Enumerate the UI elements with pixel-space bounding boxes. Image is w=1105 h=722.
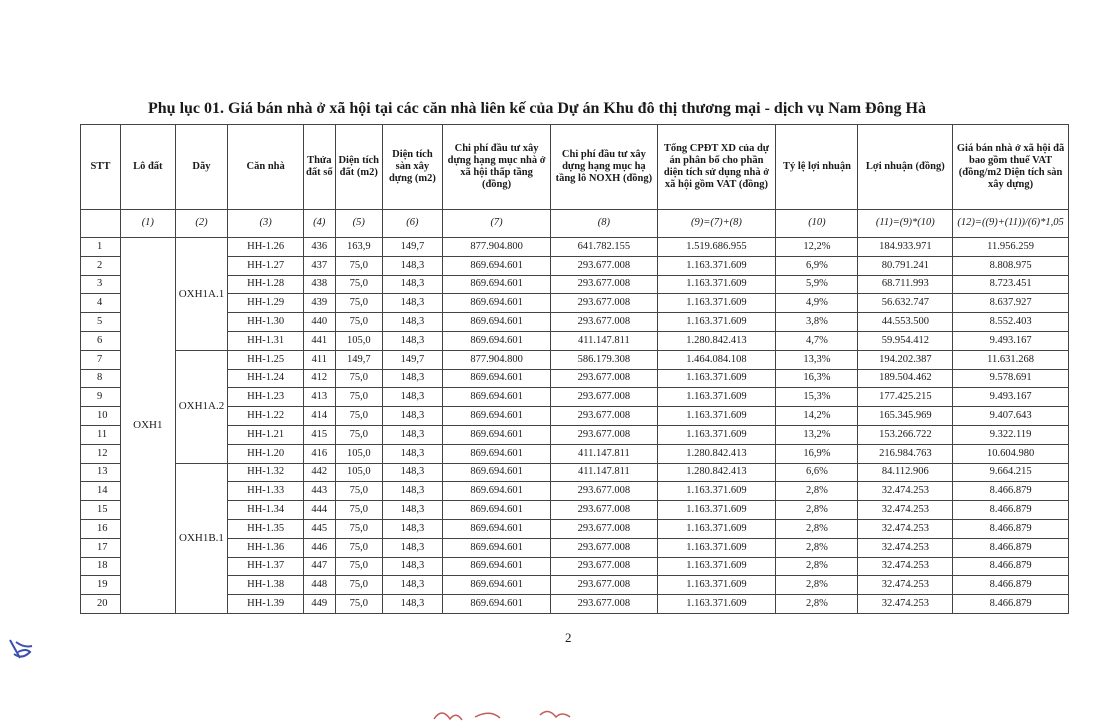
- table-cell: 9.664.215: [953, 463, 1069, 482]
- table-cell: 8.466.879: [953, 519, 1069, 538]
- table-cell: 293.677.008: [551, 595, 657, 614]
- table-cell: 293.677.008: [551, 576, 657, 595]
- table-cell: 293.677.008: [551, 388, 657, 407]
- table-row: [81, 407, 1069, 426]
- table-cell: 1.163.371.609: [657, 519, 776, 538]
- column-index: (8): [551, 210, 657, 238]
- table-cell: HH-1.26: [228, 238, 304, 257]
- table-cell: 869.694.601: [442, 557, 550, 576]
- table-cell: 1.163.371.609: [657, 275, 776, 294]
- table-cell: 194.202.387: [858, 350, 953, 369]
- table-cell: 442: [304, 463, 336, 482]
- table-cell: 869.694.601: [442, 538, 550, 557]
- table-row: [81, 519, 1069, 538]
- table-cell: 8.466.879: [953, 482, 1069, 501]
- column-header: STT: [81, 125, 121, 210]
- table-cell: 446: [304, 538, 336, 557]
- table-cell: 8.466.879: [953, 576, 1069, 595]
- table-cell: 32.474.253: [858, 595, 953, 614]
- table-cell: 439: [304, 294, 336, 313]
- table-cell: 869.694.601: [442, 463, 550, 482]
- column-index: (3): [228, 210, 304, 238]
- table-cell: 13,2%: [776, 425, 858, 444]
- table-cell: 411: [304, 350, 336, 369]
- table-cell: 148,3: [382, 501, 442, 520]
- table-cell: 2,8%: [776, 482, 858, 501]
- table-cell: 869.694.601: [442, 369, 550, 388]
- table-cell: 869.694.601: [442, 444, 550, 463]
- row-index: 5: [81, 313, 121, 332]
- row-index: 6: [81, 331, 121, 350]
- table-cell: 105,0: [335, 463, 382, 482]
- row-index: 20: [81, 595, 121, 614]
- row-index: 14: [81, 482, 121, 501]
- table-cell: 9.322.119: [953, 425, 1069, 444]
- table-cell: 1.280.842.413: [657, 444, 776, 463]
- table-cell: 1.163.371.609: [657, 256, 776, 275]
- table-cell: 438: [304, 275, 336, 294]
- row-index: 2: [81, 256, 121, 275]
- table-cell: 153.266.722: [858, 425, 953, 444]
- table-cell: 413: [304, 388, 336, 407]
- group-cell: OXH1B.1: [175, 463, 228, 613]
- table-cell: 12,2%: [776, 238, 858, 257]
- table-row: [81, 294, 1069, 313]
- table-cell: 148,3: [382, 463, 442, 482]
- table-cell: 5,9%: [776, 275, 858, 294]
- table-cell: HH-1.27: [228, 256, 304, 275]
- table-cell: HH-1.38: [228, 576, 304, 595]
- table-cell: 75,0: [335, 313, 382, 332]
- column-header: Diện tích sàn xây dựng (m2): [382, 125, 442, 210]
- table-cell: 9.407.643: [953, 407, 1069, 426]
- row-index: 4: [81, 294, 121, 313]
- table-cell: HH-1.30: [228, 313, 304, 332]
- column-index: (9)=(7)+(8): [657, 210, 776, 238]
- table-cell: 16,3%: [776, 369, 858, 388]
- row-index: 12: [81, 444, 121, 463]
- row-index: 15: [81, 501, 121, 520]
- table-cell: 1.280.842.413: [657, 331, 776, 350]
- table-cell: 415: [304, 425, 336, 444]
- table-cell: 32.474.253: [858, 482, 953, 501]
- table-cell: 184.933.971: [858, 238, 953, 257]
- table-cell: 32.474.253: [858, 519, 953, 538]
- table-cell: 1.280.842.413: [657, 463, 776, 482]
- table-cell: HH-1.24: [228, 369, 304, 388]
- table-cell: 59.954.412: [858, 331, 953, 350]
- table-cell: 2,8%: [776, 501, 858, 520]
- table-cell: HH-1.34: [228, 501, 304, 520]
- table-row: [81, 538, 1069, 557]
- table-cell: 1.163.371.609: [657, 482, 776, 501]
- table-cell: 869.694.601: [442, 595, 550, 614]
- table-cell: 75,0: [335, 538, 382, 557]
- table-cell: 869.694.601: [442, 482, 550, 501]
- table-cell: 1.163.371.609: [657, 501, 776, 520]
- handwritten-mark-icon: [6, 634, 36, 664]
- table-cell: 869.694.601: [442, 294, 550, 313]
- table-cell: 148,3: [382, 576, 442, 595]
- table-cell: 216.984.763: [858, 444, 953, 463]
- table-cell: 75,0: [335, 275, 382, 294]
- table-cell: 148,3: [382, 519, 442, 538]
- table-cell: 441: [304, 331, 336, 350]
- table-row: [81, 595, 1069, 614]
- table-cell: 293.677.008: [551, 538, 657, 557]
- table-cell: 869.694.601: [442, 256, 550, 275]
- table-cell: 8.723.451: [953, 275, 1069, 294]
- table-row: [81, 482, 1069, 501]
- table-cell: 84.112.906: [858, 463, 953, 482]
- table-row: [81, 576, 1069, 595]
- table-cell: 412: [304, 369, 336, 388]
- table-cell: 75,0: [335, 557, 382, 576]
- table-cell: 1.163.371.609: [657, 313, 776, 332]
- table-cell: 1.163.371.609: [657, 369, 776, 388]
- table-cell: 293.677.008: [551, 407, 657, 426]
- table-cell: 75,0: [335, 256, 382, 275]
- table-cell: 293.677.008: [551, 501, 657, 520]
- table-cell: 9.493.167: [953, 331, 1069, 350]
- table-cell: 148,3: [382, 294, 442, 313]
- table-cell: 1.163.371.609: [657, 538, 776, 557]
- column-header: Chi phí đầu tư xây dựng hạng mục hạ tầng lô NOXH (đồng): [551, 125, 657, 210]
- signature-icon: [430, 705, 580, 722]
- table-row: [81, 238, 1069, 257]
- table-cell: HH-1.33: [228, 482, 304, 501]
- table-cell: HH-1.35: [228, 519, 304, 538]
- row-index: 13: [81, 463, 121, 482]
- table-cell: 8.466.879: [953, 501, 1069, 520]
- table-cell: 416: [304, 444, 336, 463]
- table-cell: 1.163.371.609: [657, 425, 776, 444]
- table-cell: 56.632.747: [858, 294, 953, 313]
- row-index: 18: [81, 557, 121, 576]
- row-index: 3: [81, 275, 121, 294]
- table-cell: 1.464.084.108: [657, 350, 776, 369]
- column-header: Tỷ lệ lợi nhuận: [776, 125, 858, 210]
- table-cell: 1.519.686.955: [657, 238, 776, 257]
- table-cell: 75,0: [335, 501, 382, 520]
- table-cell: 148,3: [382, 482, 442, 501]
- table-cell: 105,0: [335, 444, 382, 463]
- table-row: [81, 557, 1069, 576]
- table-cell: 148,3: [382, 313, 442, 332]
- table-row: [81, 463, 1069, 482]
- table-cell: 189.504.462: [858, 369, 953, 388]
- table-cell: 877.904.800: [442, 350, 550, 369]
- table-cell: 10.604.980: [953, 444, 1069, 463]
- table-cell: 32.474.253: [858, 538, 953, 557]
- table-row: [81, 501, 1069, 520]
- page-title: Phụ lục 01. Giá bán nhà ở xã hội tại các căn nhà liên kế của Dự án Khu đô thị thương mại - dịch vụ Nam Đông Hà: [148, 100, 926, 117]
- column-header: Diện tích đất (m2): [335, 125, 382, 210]
- table-cell: 8.466.879: [953, 557, 1069, 576]
- table-row: [81, 425, 1069, 444]
- table-cell: 1.163.371.609: [657, 557, 776, 576]
- column-index: [81, 210, 121, 238]
- table-cell: 32.474.253: [858, 557, 953, 576]
- column-index: (2): [175, 210, 228, 238]
- table-cell: 149,7: [382, 350, 442, 369]
- table-cell: HH-1.20: [228, 444, 304, 463]
- table-cell: 75,0: [335, 576, 382, 595]
- table-cell: 293.677.008: [551, 482, 657, 501]
- table-cell: 436: [304, 238, 336, 257]
- table-cell: 148,3: [382, 557, 442, 576]
- group-cell: OXH1A.1: [175, 238, 228, 351]
- column-index: (4): [304, 210, 336, 238]
- lot-cell: OXH1: [120, 238, 175, 614]
- table-cell: 8.466.879: [953, 538, 1069, 557]
- index-row: [81, 210, 1069, 238]
- table-cell: 293.677.008: [551, 557, 657, 576]
- row-index: 7: [81, 350, 121, 369]
- table-cell: 11.631.268: [953, 350, 1069, 369]
- table-cell: 293.677.008: [551, 256, 657, 275]
- table-cell: 13,3%: [776, 350, 858, 369]
- table-row: [81, 313, 1069, 332]
- table-cell: 9.578.691: [953, 369, 1069, 388]
- table-cell: 16,9%: [776, 444, 858, 463]
- table-cell: 1.163.371.609: [657, 388, 776, 407]
- table-cell: 411.147.811: [551, 331, 657, 350]
- table-cell: 869.694.601: [442, 576, 550, 595]
- table-cell: 8.808.975: [953, 256, 1069, 275]
- table-row: [81, 256, 1069, 275]
- table-cell: 2,8%: [776, 538, 858, 557]
- table-cell: 447: [304, 557, 336, 576]
- group-cell: OXH1A.2: [175, 350, 228, 463]
- column-index: (6): [382, 210, 442, 238]
- table-cell: 2,8%: [776, 576, 858, 595]
- table-cell: 8.466.879: [953, 595, 1069, 614]
- table-cell: 177.425.215: [858, 388, 953, 407]
- table-cell: 1.163.371.609: [657, 294, 776, 313]
- table-cell: 75,0: [335, 482, 382, 501]
- table-cell: 32.474.253: [858, 576, 953, 595]
- table-cell: 869.694.601: [442, 275, 550, 294]
- table-cell: 68.711.993: [858, 275, 953, 294]
- table-row: [81, 444, 1069, 463]
- table-cell: 293.677.008: [551, 425, 657, 444]
- table-cell: 293.677.008: [551, 294, 657, 313]
- table-cell: 4,9%: [776, 294, 858, 313]
- table-cell: 14,2%: [776, 407, 858, 426]
- column-header: Chi phí đầu tư xây dựng hạng mục nhà ở xã hội thấp tầng (đồng): [442, 125, 550, 210]
- table-cell: 6,6%: [776, 463, 858, 482]
- table-cell: 869.694.601: [442, 313, 550, 332]
- table-cell: 444: [304, 501, 336, 520]
- table-cell: 3,8%: [776, 313, 858, 332]
- table-cell: HH-1.25: [228, 350, 304, 369]
- row-index: 10: [81, 407, 121, 426]
- row-index: 9: [81, 388, 121, 407]
- table-cell: 869.694.601: [442, 331, 550, 350]
- table-cell: 2,8%: [776, 595, 858, 614]
- table-cell: 1.163.371.609: [657, 407, 776, 426]
- column-header: Lô đất: [120, 125, 175, 210]
- table-cell: HH-1.36: [228, 538, 304, 557]
- table-cell: 11.956.259: [953, 238, 1069, 257]
- table-cell: 641.782.155: [551, 238, 657, 257]
- table-cell: 445: [304, 519, 336, 538]
- table-cell: 75,0: [335, 425, 382, 444]
- column-header: Thửa đất số: [304, 125, 336, 210]
- row-index: 8: [81, 369, 121, 388]
- table-cell: 448: [304, 576, 336, 595]
- column-header: Tổng CPĐT XD của dự án phân bổ cho phần diện tích sử dụng nhà ở xã hội gồm VAT (đồng): [657, 125, 776, 210]
- table-cell: 869.694.601: [442, 501, 550, 520]
- table-row: [81, 275, 1069, 294]
- table-cell: 586.179.308: [551, 350, 657, 369]
- table-cell: HH-1.23: [228, 388, 304, 407]
- table-cell: HH-1.29: [228, 294, 304, 313]
- table-cell: 148,3: [382, 256, 442, 275]
- table-cell: HH-1.31: [228, 331, 304, 350]
- table-cell: 148,3: [382, 331, 442, 350]
- table-cell: 877.904.800: [442, 238, 550, 257]
- table-cell: 869.694.601: [442, 425, 550, 444]
- column-index: (5): [335, 210, 382, 238]
- table-cell: 293.677.008: [551, 369, 657, 388]
- table-cell: 148,3: [382, 388, 442, 407]
- table-cell: HH-1.28: [228, 275, 304, 294]
- table-cell: 80.791.241: [858, 256, 953, 275]
- table-cell: 437: [304, 256, 336, 275]
- table-cell: 9.493.167: [953, 388, 1069, 407]
- table-cell: HH-1.22: [228, 407, 304, 426]
- header-row: [81, 125, 1069, 210]
- price-table: [80, 124, 1069, 614]
- table-cell: 148,3: [382, 538, 442, 557]
- column-index: (10): [776, 210, 858, 238]
- table-cell: 293.677.008: [551, 519, 657, 538]
- table-cell: 75,0: [335, 407, 382, 426]
- column-index: (7): [442, 210, 550, 238]
- row-index: 16: [81, 519, 121, 538]
- table-cell: HH-1.21: [228, 425, 304, 444]
- table-cell: 75,0: [335, 595, 382, 614]
- column-index: (11)=(9)*(10): [858, 210, 953, 238]
- table-cell: 2,8%: [776, 519, 858, 538]
- table-cell: 869.694.601: [442, 407, 550, 426]
- table-cell: 148,3: [382, 425, 442, 444]
- table-cell: 165.345.969: [858, 407, 953, 426]
- column-index: (12)=((9)+(11))/(6)*1,05: [953, 210, 1069, 238]
- table-cell: HH-1.37: [228, 557, 304, 576]
- table-cell: 440: [304, 313, 336, 332]
- table-cell: 414: [304, 407, 336, 426]
- table-cell: 8.552.403: [953, 313, 1069, 332]
- table-cell: 2,8%: [776, 557, 858, 576]
- table-cell: 163,9: [335, 238, 382, 257]
- column-header: Lợi nhuận (đồng): [858, 125, 953, 210]
- column-header: Căn nhà: [228, 125, 304, 210]
- table-row: [81, 350, 1069, 369]
- table-cell: 411.147.811: [551, 444, 657, 463]
- table-cell: 411.147.811: [551, 463, 657, 482]
- table-cell: 148,3: [382, 369, 442, 388]
- table-row: [81, 369, 1069, 388]
- table-cell: 148,3: [382, 444, 442, 463]
- table-cell: 32.474.253: [858, 501, 953, 520]
- table-row: [81, 388, 1069, 407]
- table-row: [81, 331, 1069, 350]
- row-index: 17: [81, 538, 121, 557]
- table-cell: 75,0: [335, 294, 382, 313]
- table-cell: 8.637.927: [953, 294, 1069, 313]
- row-index: 11: [81, 425, 121, 444]
- column-header: Giá bán nhà ở xã hội đã bao gồm thuế VAT (đồng/m2 Diện tích sàn xây dựng): [953, 125, 1069, 210]
- column-index: (1): [120, 210, 175, 238]
- table-cell: HH-1.32: [228, 463, 304, 482]
- table-cell: 149,7: [335, 350, 382, 369]
- table-cell: 149,7: [382, 238, 442, 257]
- table-cell: 44.553.500: [858, 313, 953, 332]
- table-cell: 1.163.371.609: [657, 576, 776, 595]
- table-cell: 293.677.008: [551, 313, 657, 332]
- table-cell: 148,3: [382, 275, 442, 294]
- table-cell: 148,3: [382, 407, 442, 426]
- table-cell: 75,0: [335, 519, 382, 538]
- table-cell: 443: [304, 482, 336, 501]
- table-cell: 869.694.601: [442, 519, 550, 538]
- table-cell: 293.677.008: [551, 275, 657, 294]
- column-header: Dãy: [175, 125, 228, 210]
- table-cell: 75,0: [335, 369, 382, 388]
- row-index: 1: [81, 238, 121, 257]
- table-cell: 4,7%: [776, 331, 858, 350]
- table-cell: 6,9%: [776, 256, 858, 275]
- table-cell: 15,3%: [776, 388, 858, 407]
- row-index: 19: [81, 576, 121, 595]
- page-number: 2: [565, 630, 572, 645]
- table-cell: 105,0: [335, 331, 382, 350]
- table-cell: 148,3: [382, 595, 442, 614]
- table-cell: 449: [304, 595, 336, 614]
- table-cell: 1.163.371.609: [657, 595, 776, 614]
- table-cell: HH-1.39: [228, 595, 304, 614]
- table-cell: 869.694.601: [442, 388, 550, 407]
- table-cell: 75,0: [335, 388, 382, 407]
